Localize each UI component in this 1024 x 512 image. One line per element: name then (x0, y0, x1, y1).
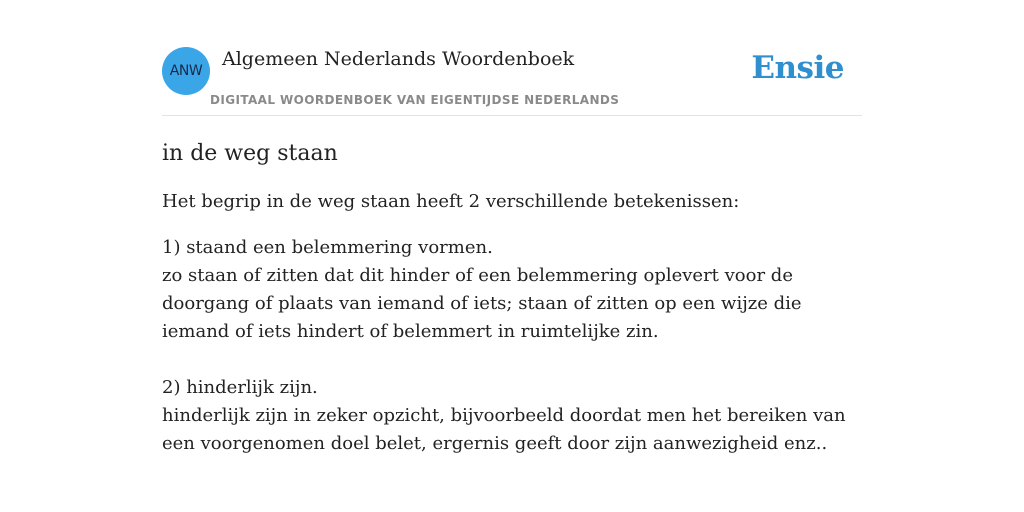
entry-content (162, 138, 862, 486)
anw-logo[interactable]: ANW (162, 47, 210, 95)
site-subtitle: DIGITAAL WOORDENBOEK VAN EIGENTIJDSE NEDERLANDS (210, 93, 620, 107)
meaning-item (162, 374, 862, 458)
meaning-definition: hinderlijk zijn in zeker opzicht, bijvoorbeeld doordat men het bereiken van een voorgenomen doel belet, ergernis geeft door zijn aanwezigheid enz.. (162, 405, 846, 454)
entry-intro: Het begrip in de weg staan heeft 2 verschillende betekenissen: (162, 191, 740, 212)
meaning-item (162, 234, 862, 346)
ensie-brand-logo[interactable]: Ensie (751, 50, 844, 86)
site-title[interactable]: Algemeen Nederlands Woordenboek (222, 48, 575, 70)
page-header (162, 46, 862, 116)
meaning-heading: 2) hinderlijk zijn. (162, 377, 318, 398)
meaning-heading: 1) staand een belemmering vormen. (162, 237, 493, 258)
term-heading: in de weg staan (162, 141, 338, 166)
meaning-definition: zo staan of zitten dat dit hinder of een belemmering oplevert voor de doorgang of plaats van iemand of iets; staan of zitten op een wijze die iemand of iets hindert of belemmert in ruimtelijke zin. (162, 265, 802, 342)
